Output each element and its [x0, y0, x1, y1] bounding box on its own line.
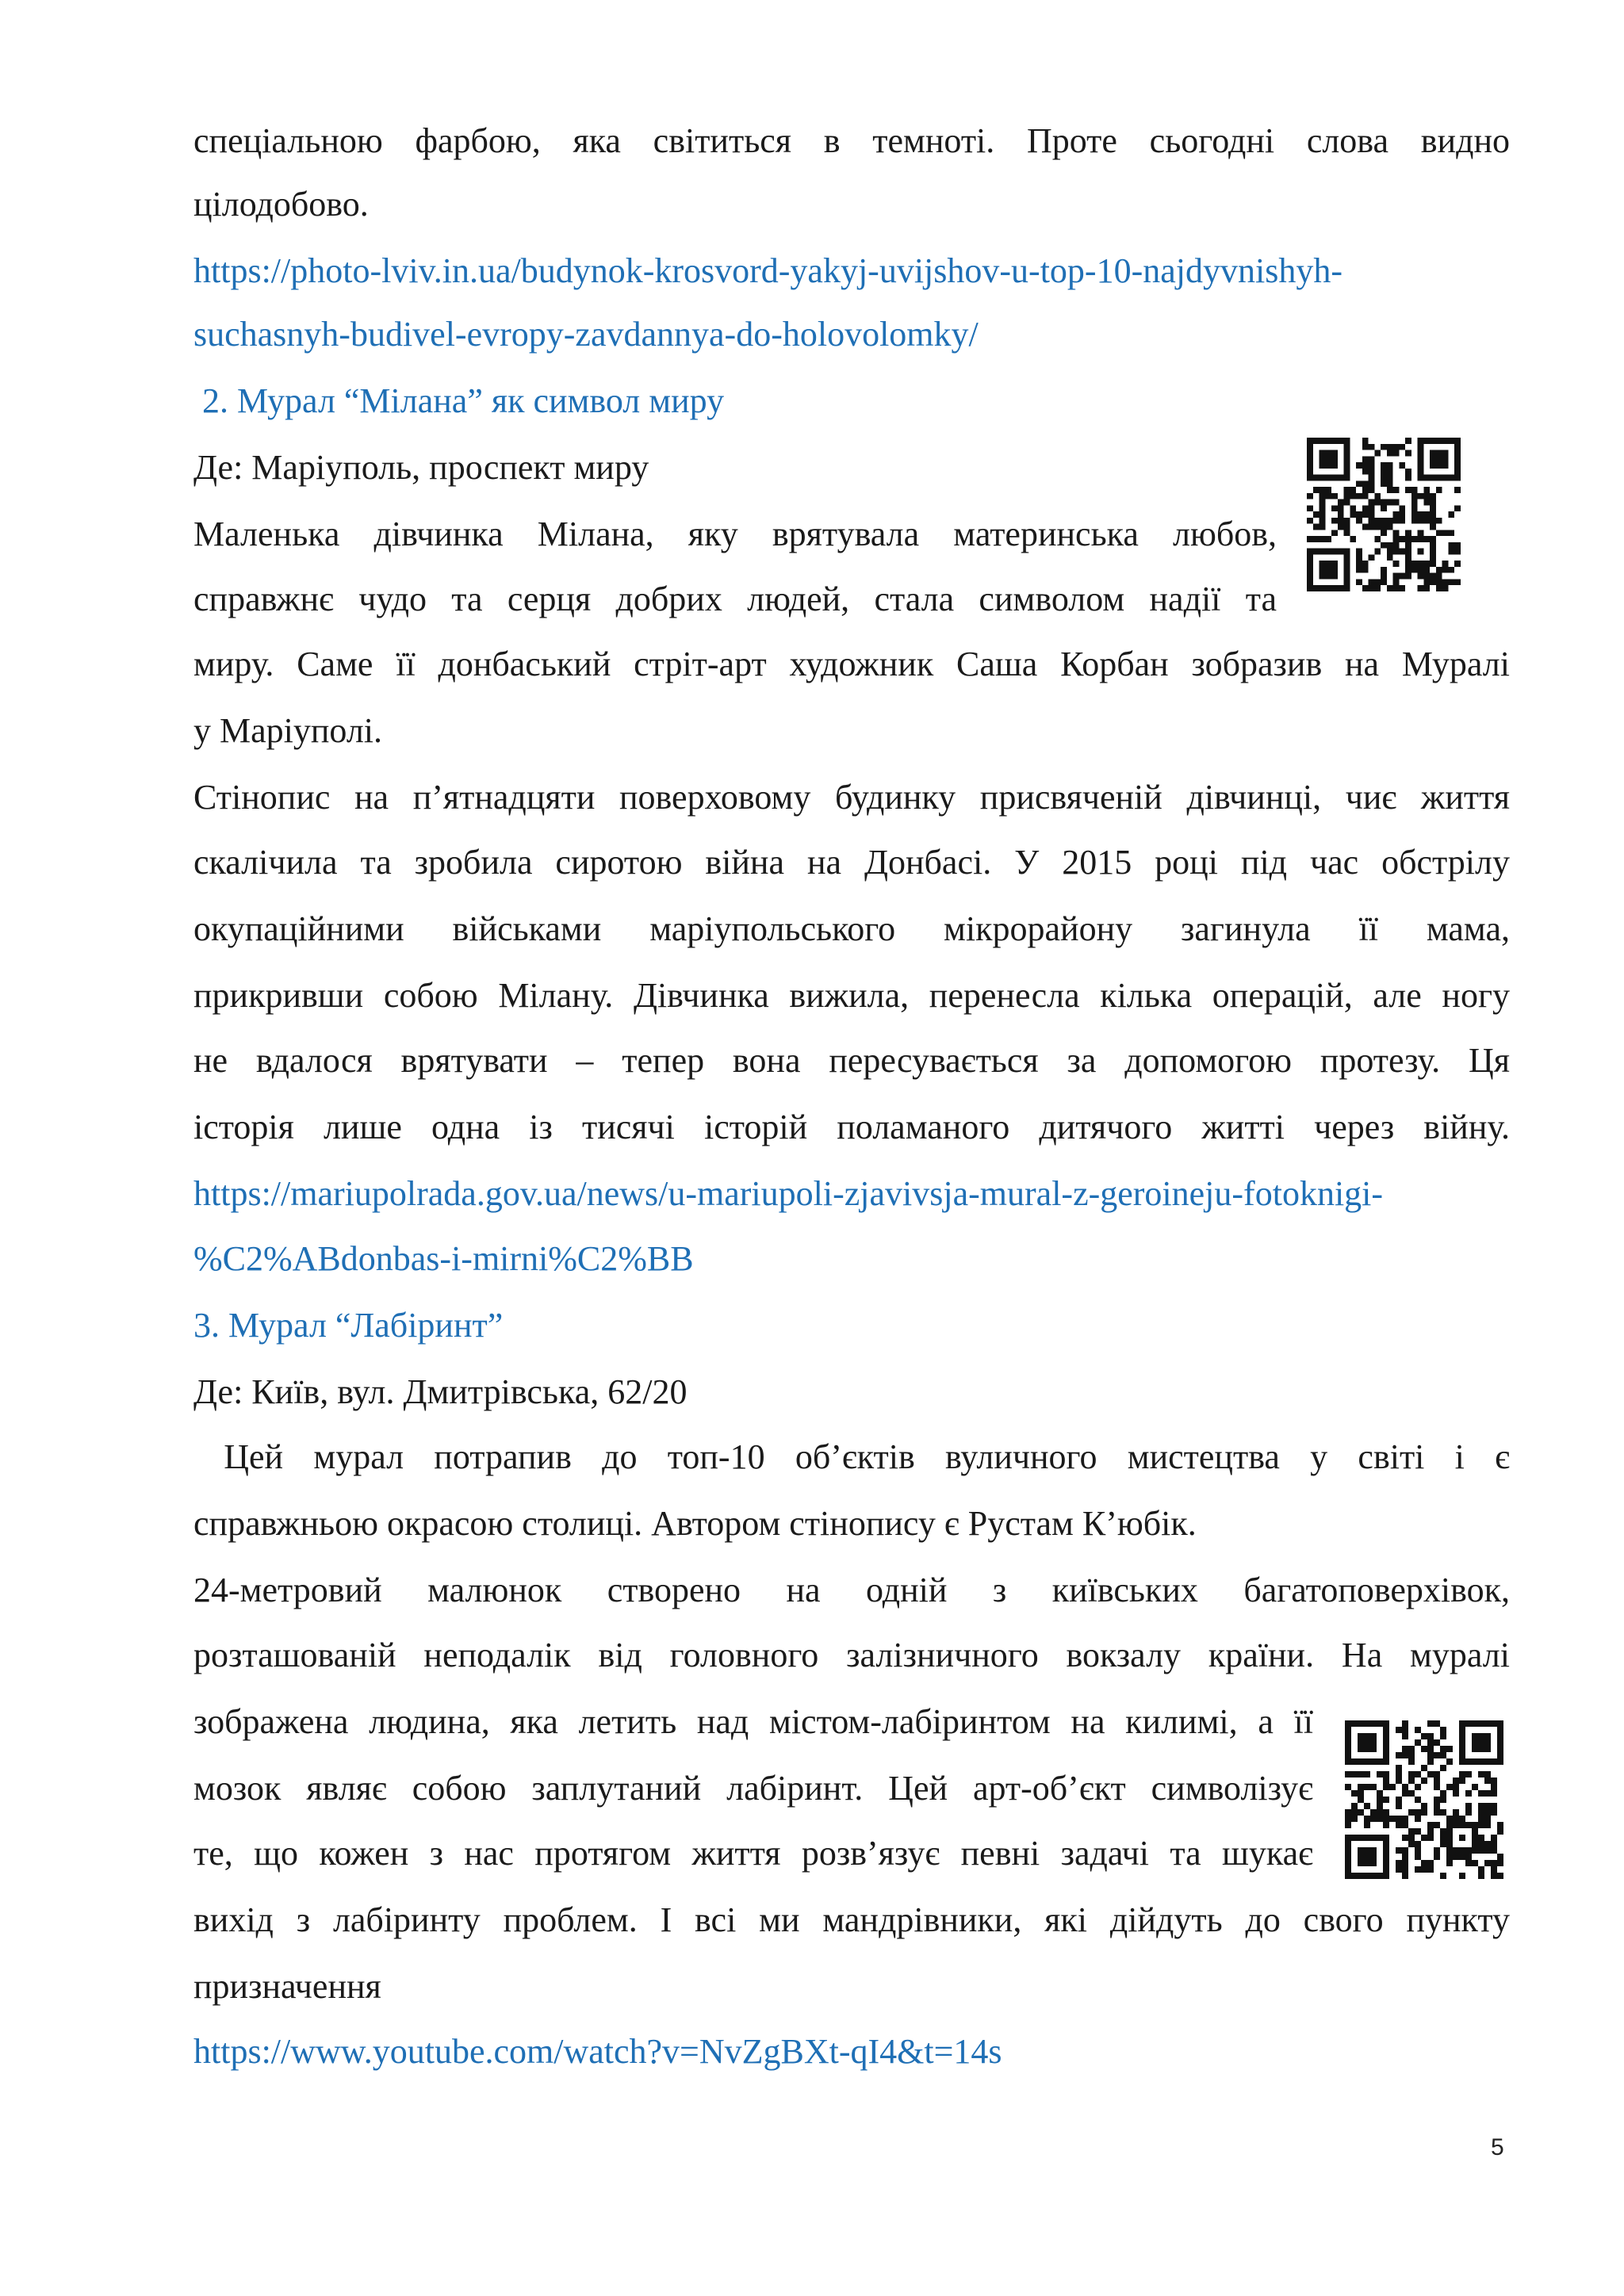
source-link[interactable]: https://photo-lviv.in.ua/budynok-krosvord-yakyj-uvijshov-u-top-10-najdyvnishyh- [193, 251, 1342, 290]
paragraph-line: прикривши собою Мілану. Дівчинка вижила, перенесла кілька операцій, але ногу [193, 976, 1510, 1015]
section-heading-labyrinth: 3. Мурал “Лабіринт” [193, 1306, 504, 1345]
location-line: Де: Київ, вул. Дмитрівська, 62/20 [193, 1372, 688, 1411]
paragraph-line: миру. Саме її донбаський стріт-арт художник Саша Корбан зобразив на Муралі [193, 645, 1510, 683]
paragraph-line: цілодобово. [193, 185, 369, 224]
paragraph-line: спеціальною фарбою, яка світиться в темноті. Проте сьогодні слова видно [193, 121, 1510, 160]
paragraph-line: окупаційними військами маріупольського мікрорайону загинула її мама, [193, 909, 1510, 948]
paragraph-line: мозок являє собою заплутаний лабіринт. Цей арт-об’єкт символізує [193, 1769, 1313, 1808]
paragraph-line: розташованій неподалік від головного залізничного вокзалу країни. На муралі [193, 1636, 1510, 1674]
paragraph-line: 24-метровий малюнок створено на одній з київських багатоповерхівок, [193, 1571, 1510, 1609]
paragraph-line: те, що кожен з нас протягом життя розв’язує певні задачі та шукає [193, 1834, 1313, 1873]
paragraph-line: історія лише одна із тисячі історій поламаного дитячого житті через війну. [193, 1108, 1510, 1146]
paragraph-line: Маленька дівчинка Мілана, яку врятувала материнська любов, [193, 515, 1277, 553]
qr-code-icon [1345, 1720, 1503, 1879]
paragraph-line: вихід з лабіринту проблем. І всі ми мандрівники, які дійдуть до свого пункту [193, 1900, 1510, 1939]
paragraph-line: не вдалося врятувати – тепер вона пересувається за допомогою протезу. Ця [193, 1041, 1510, 1080]
paragraph-line: справжньою окрасою столиці. Автором стінопису є Рустам К’юбік. [193, 1504, 1197, 1543]
location-line: Де: Маріуполь, проспект миру [193, 448, 649, 487]
paragraph-line: Цей мурал потрапив до топ-10 об’єктів вуличного мистецтва у світі і є [193, 1437, 1510, 1476]
page-number: 5 [1491, 2134, 1504, 2160]
qr-code-icon [1307, 438, 1461, 591]
source-link[interactable]: suchasnyh-budivel-evropy-zavdannya-do-holovolomky/ [193, 315, 979, 354]
source-link[interactable]: https://mariupolrada.gov.ua/news/u-mariupoli-zjavivsja-mural-z-geroineju-fotoknigi- [193, 1174, 1384, 1213]
section-heading-milana: 2. Мурал “Мілана” як символ миру [193, 381, 725, 420]
paragraph-line: справжнє чудо та серця добрих людей, стала символом надії та [193, 580, 1277, 618]
paragraph-line: Стінопис на п’ятнадцяти поверховому будинку присвяченій дівчинці, чиє життя [193, 778, 1510, 817]
paragraph-line: зображена людина, яка летить над містом-лабіринтом на килимі, а її [193, 1702, 1313, 1741]
paragraph-line: призначення [193, 1967, 381, 2006]
source-link[interactable]: %C2%ABdonbas-i-mirni%C2%BB [193, 1239, 694, 1278]
source-link[interactable]: https://www.youtube.com/watch?v=NvZgBXt-qI4&t=14s [193, 2032, 1002, 2071]
paragraph-line: у Маріуполі. [193, 711, 383, 750]
paragraph-line: скалічила та зробила сиротою війна на Донбасі. У 2015 році під час обстрілу [193, 843, 1510, 882]
